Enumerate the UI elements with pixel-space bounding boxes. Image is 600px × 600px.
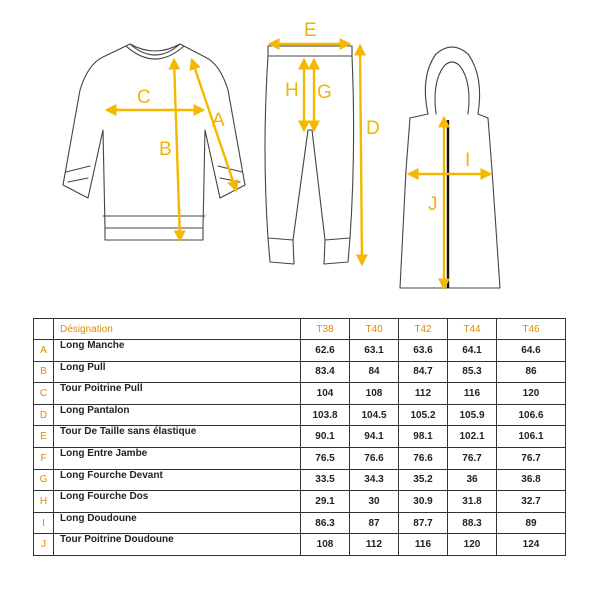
- row-value: 108: [350, 383, 399, 405]
- row-value: 76.5: [301, 447, 350, 469]
- dimension-d-line: [360, 46, 362, 264]
- row-value: 76.7: [497, 447, 566, 469]
- row-value: 30: [350, 491, 399, 513]
- row-value: 76.6: [350, 447, 399, 469]
- row-value: 106.6: [497, 404, 566, 426]
- row-designation: Tour De Taille sans élastique: [54, 426, 301, 448]
- table-row: [34, 491, 566, 513]
- row-value: 63.1: [350, 340, 399, 362]
- row-value: 106.1: [497, 426, 566, 448]
- label-g: G: [317, 82, 332, 103]
- row-letter: J: [34, 534, 54, 556]
- row-value: 87: [350, 512, 399, 534]
- row-designation: Tour Poitrine Pull: [54, 383, 301, 405]
- row-value: 94.1: [350, 426, 399, 448]
- row-value: 108: [301, 534, 350, 556]
- size-table: [33, 318, 566, 556]
- row-value: 62.6: [301, 340, 350, 362]
- row-value: 120: [497, 383, 566, 405]
- table-row: [34, 512, 566, 534]
- row-value: 120: [448, 534, 497, 556]
- row-value: 98.1: [399, 426, 448, 448]
- table-row: [34, 383, 566, 405]
- row-designation: Long Fourche Dos: [54, 491, 301, 513]
- row-value: 36: [448, 469, 497, 491]
- row-designation: Long Pull: [54, 361, 301, 383]
- row-letter: I: [34, 512, 54, 534]
- row-value: 84.7: [399, 361, 448, 383]
- row-designation: Long Doudoune: [54, 512, 301, 534]
- label-e: E: [304, 20, 317, 41]
- row-value: 88.3: [448, 512, 497, 534]
- table-row: [34, 534, 566, 556]
- header-size: T38: [301, 319, 350, 340]
- row-designation: Long Manche: [54, 340, 301, 362]
- row-designation: Tour Poitrine Doudoune: [54, 534, 301, 556]
- table-row: [34, 447, 566, 469]
- row-value: 103.8: [301, 404, 350, 426]
- row-letter: A: [34, 340, 54, 362]
- row-value: 29.1: [301, 491, 350, 513]
- row-designation: Long Pantalon: [54, 404, 301, 426]
- header-designation: Désignation: [54, 319, 301, 340]
- label-c: C: [137, 87, 151, 108]
- row-value: 105.9: [448, 404, 497, 426]
- row-value: 124: [497, 534, 566, 556]
- row-letter: F: [34, 447, 54, 469]
- label-b: B: [159, 139, 172, 160]
- label-h: H: [285, 80, 299, 101]
- row-value: 85.3: [448, 361, 497, 383]
- label-j: J: [428, 194, 438, 215]
- row-letter: C: [34, 383, 54, 405]
- label-i: I: [465, 150, 471, 171]
- table-header-row: [34, 319, 566, 340]
- row-letter: G: [34, 469, 54, 491]
- row-value: 36.8: [497, 469, 566, 491]
- row-value: 76.6: [399, 447, 448, 469]
- row-designation: Long Fourche Devant: [54, 469, 301, 491]
- row-value: 104: [301, 383, 350, 405]
- row-value: 64.6: [497, 340, 566, 362]
- row-value: 102.1: [448, 426, 497, 448]
- header-letter-cell: [34, 319, 54, 340]
- row-value: 34.3: [350, 469, 399, 491]
- row-value: 31.8: [448, 491, 497, 513]
- row-designation: Long Entre Jambe: [54, 447, 301, 469]
- header-size: T42: [399, 319, 448, 340]
- row-value: 84: [350, 361, 399, 383]
- header-size: T44: [448, 319, 497, 340]
- row-value: 116: [448, 383, 497, 405]
- row-value: 35.2: [399, 469, 448, 491]
- table-row: [34, 426, 566, 448]
- header-size: T40: [350, 319, 399, 340]
- dimension-b-line: [174, 60, 180, 240]
- row-letter: E: [34, 426, 54, 448]
- table-row: [34, 361, 566, 383]
- row-value: 76.7: [448, 447, 497, 469]
- row-letter: B: [34, 361, 54, 383]
- sweater-illustration: [63, 44, 245, 240]
- table-row: [34, 469, 566, 491]
- row-value: 32.7: [497, 491, 566, 513]
- row-value: 30.9: [399, 491, 448, 513]
- row-value: 86: [497, 361, 566, 383]
- table-row: [34, 404, 566, 426]
- row-letter: D: [34, 404, 54, 426]
- row-letter: H: [34, 491, 54, 513]
- vest-illustration: [400, 47, 500, 288]
- label-d: D: [366, 118, 380, 139]
- row-value: 112: [350, 534, 399, 556]
- row-value: 63.6: [399, 340, 448, 362]
- row-value: 64.1: [448, 340, 497, 362]
- row-value: 90.1: [301, 426, 350, 448]
- row-value: 112: [399, 383, 448, 405]
- table-row: [34, 340, 566, 362]
- row-value: 83.4: [301, 361, 350, 383]
- row-value: 87.7: [399, 512, 448, 534]
- row-value: 89: [497, 512, 566, 534]
- row-value: 86.3: [301, 512, 350, 534]
- row-value: 116: [399, 534, 448, 556]
- label-a: A: [212, 110, 225, 131]
- pants-illustration: [265, 46, 354, 264]
- row-value: 33.5: [301, 469, 350, 491]
- header-size: T46: [497, 319, 566, 340]
- row-value: 104.5: [350, 404, 399, 426]
- row-value: 105.2: [399, 404, 448, 426]
